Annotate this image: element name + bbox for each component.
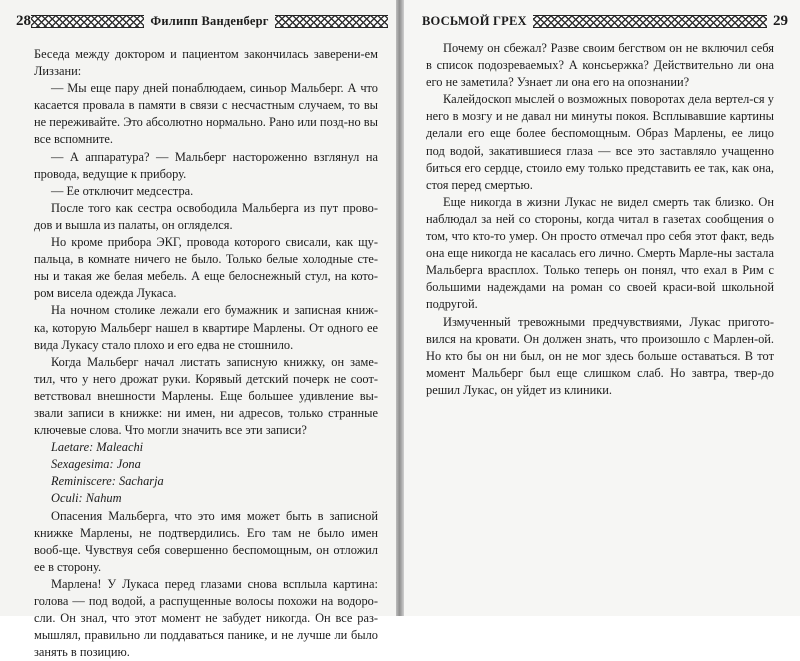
paragraph: — Ее отключит медсестра.	[51, 183, 194, 198]
left-page-body	[34, 46, 378, 661]
paragraph: После того как сестра освободила Мальберга из пут прово-дов и вышла из палаты, он огляделся.	[34, 200, 378, 232]
left-running-head: Филипп Ванденберг	[150, 13, 269, 28]
paragraph: Опасения Мальберга, что это имя может быть в записной книжке Марлены, не подтвердились. Его там не было имен вооб-ще. Чувствуя себя совершенно беспомощным, он отложил ее в сторону.	[34, 508, 378, 574]
right-page	[404, 0, 800, 616]
left-header-ornament	[31, 15, 144, 28]
paragraph: Но кроме прибора ЭКГ, провода которого свисали, как щу-пальца, в комнате ничего не было. Только белые холодные сте-ны и такая же белая мебель. А еще белоснежный стул, на кото-ром висела одежда Лукаса.	[34, 235, 378, 301]
left-page	[0, 0, 396, 660]
book-gutter	[396, 0, 404, 616]
paragraph: На ночном столике лежали его бумажник и записная книж-ка, которую Мальберг нашел в квартире Марлены. От одного ее вида Лукасу стало плохо и его едва не стошнило.	[34, 303, 378, 352]
paragraph: — Мы еще пару дней понаблюдаем, синьор Мальберг. А что касается провала в памяти в связи с несчастным случаем, то вы не переживайте. Это абсолютно нормально. Рано или позд-но вы все вспомните.	[34, 81, 378, 147]
latin-entry: Reminiscere: Sacharja	[51, 474, 164, 489]
paragraph: Беседа между доктором и пациентом закончилась заверени-ем Лиззани:	[34, 47, 378, 79]
left-page-number: 28	[16, 12, 31, 29]
latin-entry: Oculi: Nahum	[51, 491, 122, 506]
right-page-number: 29	[773, 12, 788, 29]
paragraph: Калейдоскоп мыслей о возможных поворотах дела вертел-ся у него в мозгу и не давал ни минуты покоя. Всплывавшие картины делали его еще более беспомощным. Образ Марлены, ее лицо под водой, закатившиеся глаза — все это заставляло учащенно биться его сердце, стоило ему только представить ее так, как она, стоя перед смертью.	[426, 92, 774, 192]
latin-entry: Laetare: Maleachi	[51, 440, 144, 455]
paragraph: Еще никогда в жизни Лукас не видел смерть так близко. Он наблюдал за ней со стороны, когда читал в газетах сообщения о том, что кто-то умер. Он просто отмечал про себя этот факт, ведь она еще никогда не касалась его лично. Смерть Марле-ны застала Мальберга врасплох. Только теперь он понял, что ехал в Рим с большими надеждами на роман со своей краси-вой школьной подругой.	[426, 194, 774, 312]
paragraph: Марлена! У Лукаса перед глазами снова всплыла картина: голова — под водой, а распущенные волосы похожи на водоро-сли. Он знал, что этот момент не забудет никогда. Он все раз-мышлял, правильно ли поддаваться панике, и не лучше ли было занять в позицию.	[34, 576, 378, 660]
right-page-body	[426, 40, 774, 399]
paragraph: Измученный тревожными предчувствиями, Лукас пригото-вился на кровати. Он должен знать, что произошло с Марлен-ой. Но кто бы он ни был, он не мог здесь больше оставаться. В тот момент Мальберг был еще слишком слаб. Но завтра, твер-до решил Лукас, он уйдет из клиники.	[426, 314, 774, 397]
latin-entry: Sexagesima: Jona	[51, 457, 141, 472]
paragraph: Когда Мальберг начал листать записную книжку, он заме-тил, что у него дрожат руки. Корявый детский почерк не соот-ветствовал внешности Марлены. Еще большее удивление вы-звали записи в книжке: ни имен, ни адресов, только странные ключевые слова. Что могли значить все эти записи?	[34, 354, 378, 438]
right-running-head: ВОСЬМОЙ ГРЕХ	[422, 13, 527, 28]
right-header-ornament	[533, 15, 767, 28]
left-header-ornament-end	[275, 15, 388, 28]
left-page-header	[16, 10, 388, 32]
paragraph: Почему он сбежал? Разве своим бегством он не включил себя в список подозреваемых? А консьержка? Действительно ли она его не заметила? Узнает ли она его на опознании?	[426, 41, 774, 90]
right-page-header	[416, 10, 788, 32]
paragraph: — А аппаратура? — Мальберг настороженно взглянул на провода, ведущие к прибору.	[34, 149, 378, 181]
